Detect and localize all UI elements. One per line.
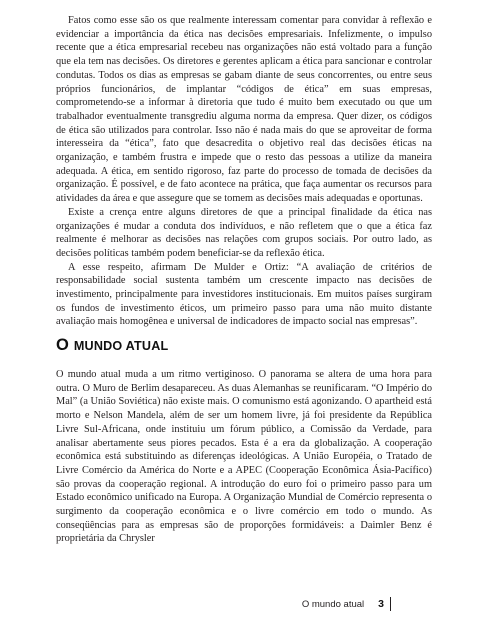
running-title: O mundo atual: [301, 598, 365, 610]
section-heading-rest: MUNDO ATUAL: [73, 339, 169, 353]
section-heading-initial: O: [56, 336, 70, 354]
body-text-top: [56, 14, 432, 329]
section-o-mundo-atual: [56, 336, 432, 546]
page-footer: [302, 597, 391, 611]
paragraph-ethics-conduct: Existe a crença entre alguns diretores de que a principal finalidade da ética nas organizações é mudar a conduta dos indivíduos, e não refletem que o que a ética faz realmente é melhorar as decisões nas relações com grupos sociais. Por outro lado, as decisões políticas também podem beneficiar-se da reflexão ética.: [56, 206, 432, 259]
section-heading: [56, 336, 432, 355]
paragraph-mundo-atual: O mundo atual muda a um ritmo vertiginoso. O panorama se altera de uma hora para outra. O Muro de Berlim desapareceu. As duas Alemanhas se reunificaram. “O Império do Mal” (a União Soviética) não existe mais. O comunismo está agonizando. O apartheid está morto e Nelson Mandela, além de ser um homem livre, já foi presidente da República Livre Sul-Africana, onde instituiu um fórum público, a Comissão da Verdade, para analisar abertamente seus piores pecados. Esta é a era da globalização. A cooperação econômica está substituindo as diferenças ideológicas. A União Européia, o Tratado de Livre Comércio da América do Norte e a APEC (Cooperação Econômica Ásia-Pacífico) são provas da cooperação regional. A introdução do euro foi o primeiro passo para um Estado econômico unificado na Europa. A Organização Mundial de Comércio representa o surgimento da cooperação econômica e o livre comércio em todo o mundo. As conseqüências para as empresas são de proporções formidáveis: a Daimler Benz é proprietária da Chrysler: [56, 369, 432, 545]
footer-divider: [390, 597, 391, 611]
paragraph-de-mulder-ortiz-quote: A esse respeito, afirmam De Mulder e Ortiz: “A avaliação de critérios de responsabilidade social sustenta também um crescente impacto nas decisões de investimento, principalmente para investidores institucionais. Em muitos países surgiram os fundos de investimento éticos, um primeiro passo para uma não muito distante avaliação mais homogênea e universal de indicadores de impacto social nas empresas”.: [56, 261, 432, 328]
paragraph-ethics-decisions: Fatos como esse são os que realmente interessam comentar para convidar à reflexão e evidenciar a importância da ética nas decisões empresariais. Infelizmente, o impulso recente que a ética empresarial recebeu nas organizações não está voltado para a função que ela tem nas decisões. Os diretores e gerentes aplicam a ética para sancionar e controlar condutas. Todos os dias as empresas se gabam diante de seus concorrentes, ou entre seus próprios funcionários, de implantar “códigos de ética” em suas empresas, comprometendo-se a informar à diretoria que tudo é muito bem executado ou que um trabalhador eventualmente transgrediu alguma norma da empresa. Quer dizer, os códigos de ética são utilizados para controlar. Isso não é nada mais do que se aproveitar de forma interesseira da “ética”, fato que desacredita o objetivo real das decisões éticas na organização, e também frustra e impede que o resto das pessoas a utilize da maneira adequada. A ética, em sentido rigoroso, faz parte do processo de tomada de decisões da organização. É possível, e de fato acontece na prática, que faça aumentar os recursos para atividades da área e que assegure que se tomem as decisões mais adequadas e oportunas.: [56, 15, 432, 205]
page-number: 3: [378, 598, 384, 610]
